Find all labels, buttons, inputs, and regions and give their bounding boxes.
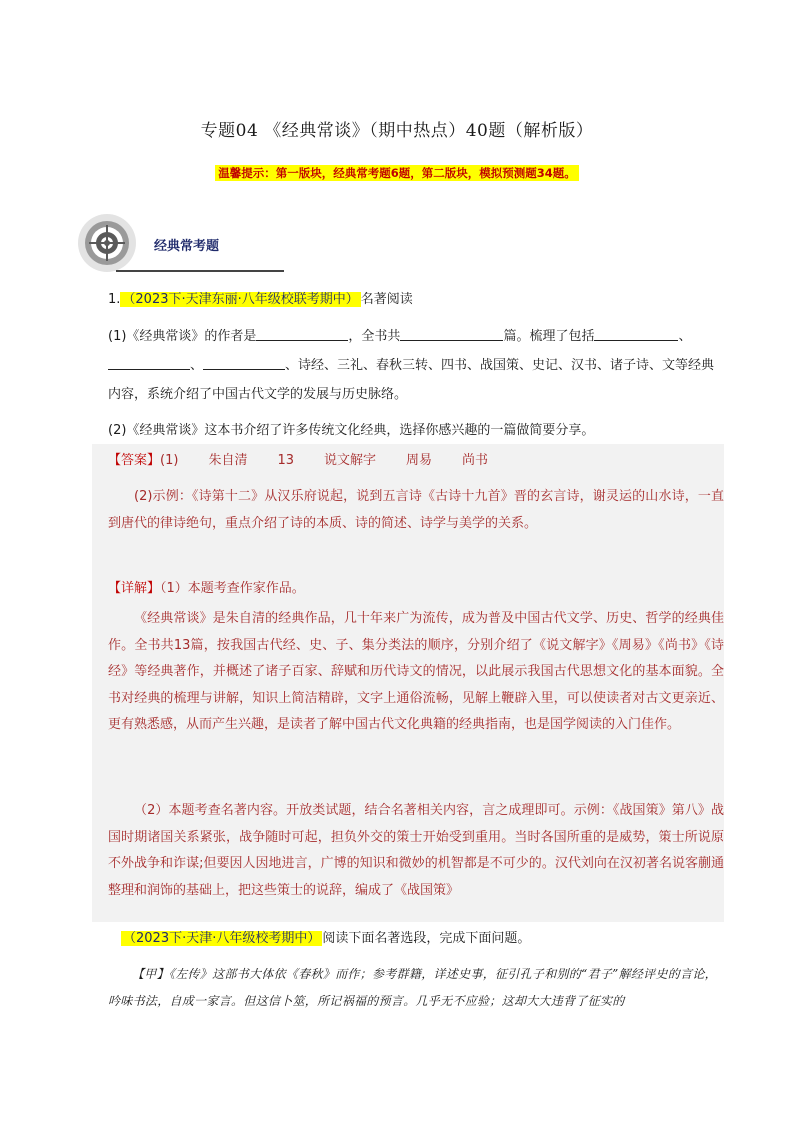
- question-stem-text: 名著阅读: [360, 292, 413, 307]
- question-2-stem: [108, 926, 724, 952]
- section-underline: [116, 270, 284, 272]
- blank-classic-3[interactable]: [203, 355, 285, 370]
- passage-jia: 【甲】《左传》这部书大体依《春秋》而作；参考群籍，详述史事，征引孔子和别的“君子”解经评史的言论，吟味书法，自成一家言。但这信卜筮，所记祸福的预言。几乎无不应验；这却大大违背了征实的: [108, 967, 717, 1008]
- section-title: 经典常考题: [154, 239, 220, 254]
- blank-classic-2[interactable]: [108, 355, 190, 370]
- question-1-part-2: (2)《经典常谈》这本书介绍了许多传统文化经典，选择你感兴趣的一篇做简要分享。: [108, 423, 595, 438]
- target-icon: [76, 212, 138, 274]
- question-number: 1.: [108, 292, 121, 307]
- warm-tip: 温馨提示：第一版块，经典常考题6题，第二版块，模拟预测题34题。: [215, 165, 579, 181]
- page-title: 专题04 《经典常谈》（期中热点）40题（解析版）: [200, 121, 594, 141]
- answer-line-1: 【答案】(1) 朱自清 13 说文解字 周易 尚书: [108, 453, 489, 468]
- answer-item: 周易: [406, 453, 433, 468]
- question-1-part-1: (1)《经典常谈》的作者是 ，全书共 篇。梳理了包括 、 、 、诗经、三礼、春秋三转、四书、战国策、史记、汉书、诸子诗、文等经典 内容，系统介绍了中国古代文学的发展与历史脉络。: [108, 322, 724, 409]
- answer-item: 朱自清: [208, 453, 248, 468]
- question-stem-text: 阅读下面名著选段，完成下面问题。: [322, 931, 531, 946]
- question-source: （2023下·天津东丽·八年级校联考期中）: [122, 292, 359, 307]
- answer-item: 尚书: [462, 453, 489, 468]
- blank-chapter-count[interactable]: [400, 326, 503, 341]
- answer-item: 13: [277, 453, 294, 468]
- answer-label: 【答案】: [108, 453, 161, 468]
- detail-label: 【详解】: [108, 581, 161, 596]
- detail-line-1: 【详解】（1）本题考查作家作品。: [108, 581, 305, 596]
- answer-item: 说文解字: [324, 453, 377, 468]
- detail-part-2: （2）本题考查名著内容。开放类试题，结合名著相关内容，言之成理即可。示例：《战国策》第八》战国时期诸国关系紧张，战争随时可起，担负外交的策士开始受到重用。当时各国所重的是威势，策士所说原不外战争和诈谋;但要因人因地进言，广博的知识和微妙的机智都是不可少的。汉代刘向在汉初著名说客蒯通整理和润饰的基础上，把这些策士的说辞，编成了《战国策》: [108, 803, 724, 898]
- tip-line: [0, 162, 794, 181]
- detail-part-1: 《经典常谈》是朱自清的经典作品，几十年来广为流传，成为普及中国古代文学、历史、哲学的经典佳作。全书共13篇，按我国古代经、史、子、集分类法的顺序，分别介绍了《说文解字》《周易》《尚书》《诗经》等经典著作，并概述了诸子百家、辞赋和历代诗文的情况，以此展示我国古代思想文化的基本面貌。全书对经典的梳理与讲解，知识上简洁精辟，文字上通俗流畅，见解上鞭辟入里，可以使读者对古文更亲近、更有熟悉感，从而产生兴趣，是读者了解中国古代文化典籍的经典指南，也是国学阅读的入门佳作。: [108, 611, 724, 732]
- section-header: [76, 212, 246, 274]
- question-source: （2023下·天津·八年级校考期中）: [123, 931, 321, 946]
- blank-classic-1[interactable]: [594, 326, 678, 341]
- blank-author[interactable]: [256, 326, 348, 341]
- question-1-stem: [108, 287, 724, 313]
- answer-part-2: (2)示例：《诗第十二》从汉乐府说起，说到五言诗《古诗十九首》晋的玄言诗，谢灵运的山水诗，一直到唐代的律诗绝句，重点介绍了诗的本质、诗的简述、诗学与美学的关系。: [108, 489, 724, 531]
